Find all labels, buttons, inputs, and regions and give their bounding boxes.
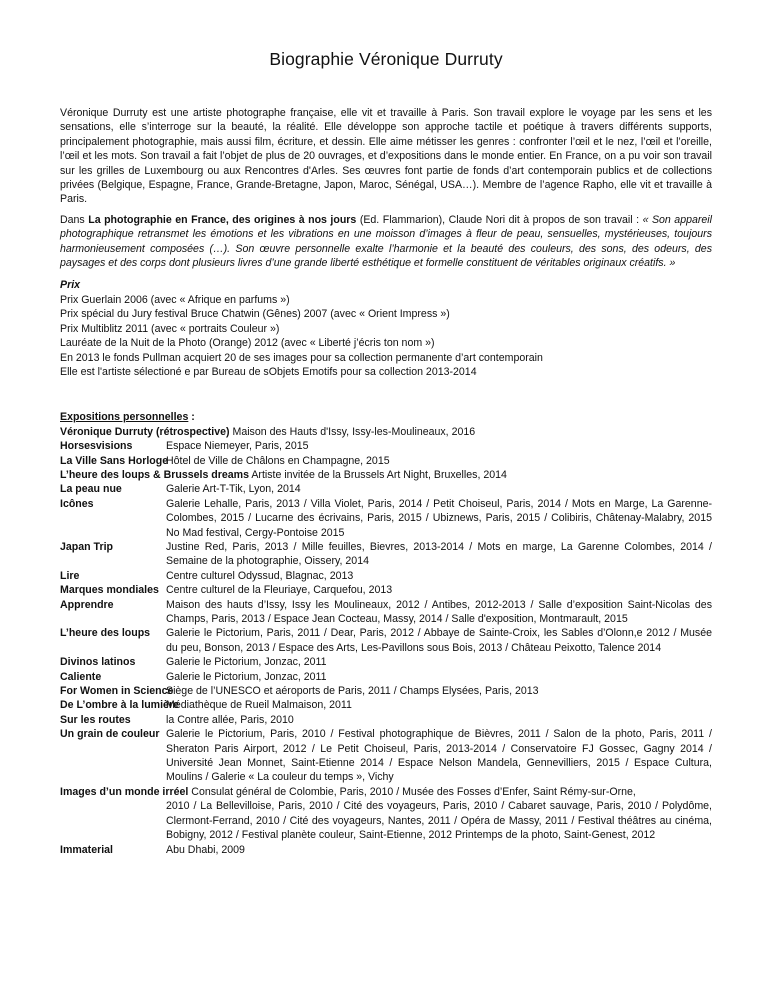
expo-entry [60, 655, 712, 669]
expo-venues: Consulat général de Colombie, Paris, 2010 / Musée des Fosses d’Enfer, Saint Rémy-sur-Orne, [188, 785, 636, 798]
expo-label: Divinos latinos [60, 656, 136, 669]
expo-label: Apprendre [60, 598, 114, 611]
intro-paragraph: Véronique Durruty est une artiste photographe française, elle vit et travaille à Paris. Son travail explore le voyage par les sens et les sensations, elle s’interroge sur la beauté, la réalité. Elle développe son approche tactile et poétique à travers différents supports, principalement photographie, mais aussi film, écriture, et dessin. Elle aime métisser les genres : confronter l’œil et le nez, l’œil et l’oreille, l’œil et les mots. Son travail a fait l’objet de plus de 20 ouvrages, et d’expositions dans le monde entier. En France, on a pu voir son travail sur les grilles de Luxembourg ou aux Rencontres d'Arles. Ses œuvres font partie de fonds d’art contemporain publics et de collections privées (Belgique, Espagne, France, Grande-Bretagne, Japon, Maroc, Sénégal, USA…). Membre de l’agence Rapho, elle vit et travaille à Paris. [60, 107, 712, 206]
expo-entry [60, 569, 712, 583]
expo-venues: Abu Dhabi, 2009 [166, 843, 245, 856]
expo-label: Japan Trip [60, 540, 113, 553]
expo-entry [60, 670, 712, 684]
prix-item: En 2013 le fonds Pullman acquiert 20 de ses images pour sa collection permanente d’art contemporain [60, 351, 543, 364]
expo-entry [60, 497, 712, 540]
prix-list [60, 293, 712, 379]
expo-entry [60, 425, 712, 439]
expo-label: L’heure des loups & Brussels dreams [60, 468, 249, 481]
expo-entry [60, 439, 712, 453]
prix-item: Prix spécial du Jury festival Bruce Chatwin (Gênes) 2007 (avec « Orient Impress ») [60, 308, 450, 321]
expo-venues: Galerie Lehalle, Paris, 2013 / Villa Violet, Paris, 2014 / Petit Choiseul, Paris, 2014 / Mots en Marge, La Garenne-Colombes, 2015 / Lucarne des écrivains, Paris, 2015 / Ubiznews, Paris, 2015 / Colibiris, Châtenay-Malabry, 2015 No Mad festival, Cergy-Pontoise 2015 [166, 497, 712, 539]
expo-entry [60, 454, 712, 468]
expo-entry [60, 583, 712, 597]
expo-entry [60, 684, 712, 698]
expo-label: Véronique Durruty (rétrospective) [60, 425, 230, 438]
prix-section [60, 278, 712, 379]
expo-venues: Galerie le Pictorium, Jonzac, 2011 [166, 656, 327, 669]
expo-entry [60, 843, 712, 857]
expo-entry [60, 540, 712, 569]
expo-venues: Galerie Art-T-Tik, Lyon, 2014 [166, 483, 301, 496]
expo-entry [60, 698, 712, 712]
expo-entry [60, 468, 712, 482]
expo-venues: 2010 / La Bellevilloise, Paris, 2010 / Cité des voyageurs, Paris, 2010 / Cabaret sauvage, Paris, 2010 / Polydôme, Clermont-Ferrand, 2010 / Cité des voyageurs, Nantes, 2011 / Opéra de Massy, 2011 / Festival théâtres au cinéma, Bobigny, 2012 / Festival planète couleur, Saint-Etienne, 2012 Printemps de la photo, Saint-Genest, 2012 [166, 800, 712, 842]
expositions-heading: Expositions personnelles : [60, 411, 195, 424]
expo-entry [60, 727, 712, 785]
book-title: La photographie en France, des origines à nos jours [88, 213, 357, 226]
expo-venues: Hôtel de Ville de Châlons en Champagne, 2015 [166, 454, 390, 467]
page-title: Biographie Véronique Durruty [269, 49, 503, 69]
expo-venues: Galerie le Pictorium, Paris, 2011 / Dear, Paris, 2012 / Abbaye de Sainte-Croix, les Sables d’Olonn,e 2012 / Musée du peu, Bonson, 2013 / Espace des Arts, Les-Pavillons sous Bois, 2013 / Château Peixotto, Talence 2014 [166, 627, 712, 654]
expo-entry [60, 482, 712, 496]
expo-label: Un grain de couleur [60, 728, 160, 741]
quote-mid: (Ed. Flammarion), Claude Nori dit à propos de son travail : [356, 213, 643, 226]
expo-venues: Centre culturel de la Fleuriaye, Carquefou, 2013 [166, 584, 393, 597]
expo-venues: Médiathèque de Rueil Malmaison, 2011 [166, 699, 352, 712]
expo-label: Horsesvisions [60, 440, 133, 453]
expo-label: Sur les routes [60, 713, 131, 726]
expo-entry [60, 785, 712, 799]
expo-label: For Women in Science [60, 685, 174, 698]
expo-venues: Siège de l’UNESCO et aéroports de Paris, 2011 / Champs Elysées, Paris, 2013 [166, 685, 539, 698]
quote-lead: Dans [60, 213, 89, 226]
expo-label: Icônes [60, 497, 94, 510]
prix-item: Elle est l'artiste sélectioné e par Bureau de sObjets Emotifs pour sa collection 2013-2014 [60, 365, 477, 378]
quote-paragraph [60, 213, 712, 271]
expo-venues: Galerie le Pictorium, Jonzac, 2011 [166, 670, 327, 683]
quote-text: « Son appareil photographique retransmet les émotions et les vibrations en une moisson d’images à fleur de peau, sensuelles, mystérieuses, toujours harmonieusement composées (…). Son œuvre personnelle exalte l’harmonie et la beauté des couleurs, des sons, des odeurs, des paysages et des corps dont plusieurs livres d’une grande liberté esthétique et formelle constituent de véritables originaux créatifs. » [60, 213, 712, 270]
prix-title: Prix [60, 279, 81, 292]
expo-label: Lire [60, 569, 80, 582]
expo-label: Immaterial [60, 843, 113, 856]
expo-venues: Artiste invitée de la Brussels Art Night, Bruxelles, 2014 [249, 468, 507, 481]
document-page [60, 0, 712, 857]
expo-entry [60, 598, 712, 627]
expo-label: La Ville Sans Horloge [60, 454, 169, 467]
expo-entry-continuation [60, 799, 712, 842]
expo-entry [60, 626, 712, 655]
expo-venues: Galerie le Pictorium, Paris, 2010 / Festival photographique de Bièvres, 2011 / Salon de la photo, Paris, 2011 / Sheraton Paris Airport, 2012 / Le Petit Choiseul, Paris, 2013-2014 / Conservatoire FJ Gossec, Gagny 2014 / Université Jean Monnet, Saint-Etienne 2014 / Espace Nelson Mandela, Gennevilliers, 2015 / Espace Cultura, Moulins / Galerie « La couleur du temps », Vichy [166, 728, 712, 784]
expo-entry [60, 713, 712, 727]
expo-label: L’heure des loups [60, 627, 151, 640]
expo-label: La peau nue [60, 483, 122, 496]
expo-label: De L’ombre à la lumière [60, 699, 179, 712]
expo-venues: Centre culturel Odyssud, Blagnac, 2013 [166, 569, 354, 582]
expo-venues: Maison des Hauts d'Issy, Issy-les-Moulineaux, 2016 [229, 425, 476, 438]
expo-venues: la Contre allée, Paris, 2010 [166, 713, 294, 726]
prix-item: Prix Multiblitz 2011 (avec « portraits Couleur ») [60, 322, 280, 335]
expo-label: Images d’un monde irréel [60, 785, 189, 798]
expo-venues: Espace Niemeyer, Paris, 2015 [166, 440, 309, 453]
prix-item: Prix Guerlain 2006 (avec « Afrique en parfums ») [60, 293, 290, 306]
expo-venues: Justine Red, Paris, 2013 / Mille feuilles, Bievres, 2013-2014 / Mots en marge, La Garenne Colombes, 2014 / Semaine de la photographie, Oissery, 2014 [166, 540, 712, 568]
prix-item: Lauréate de la Nuit de la Photo (Orange) 2012 (avec « Liberté j’écris ton nom ») [60, 337, 435, 350]
expo-venues: Maison des hauts d’Issy, Issy les Moulineaux, 2012 / Antibes, 2012-2013 / Salle d’exposition Saint-Nicolas des Champs, Paris, 2013 / Espace Jean Cocteau, Massy, 2014 / Salle d'exposition, Montmarault, 2015 [166, 598, 712, 625]
expo-label: Marques mondiales [60, 584, 159, 597]
expo-label: Caliente [60, 670, 102, 683]
